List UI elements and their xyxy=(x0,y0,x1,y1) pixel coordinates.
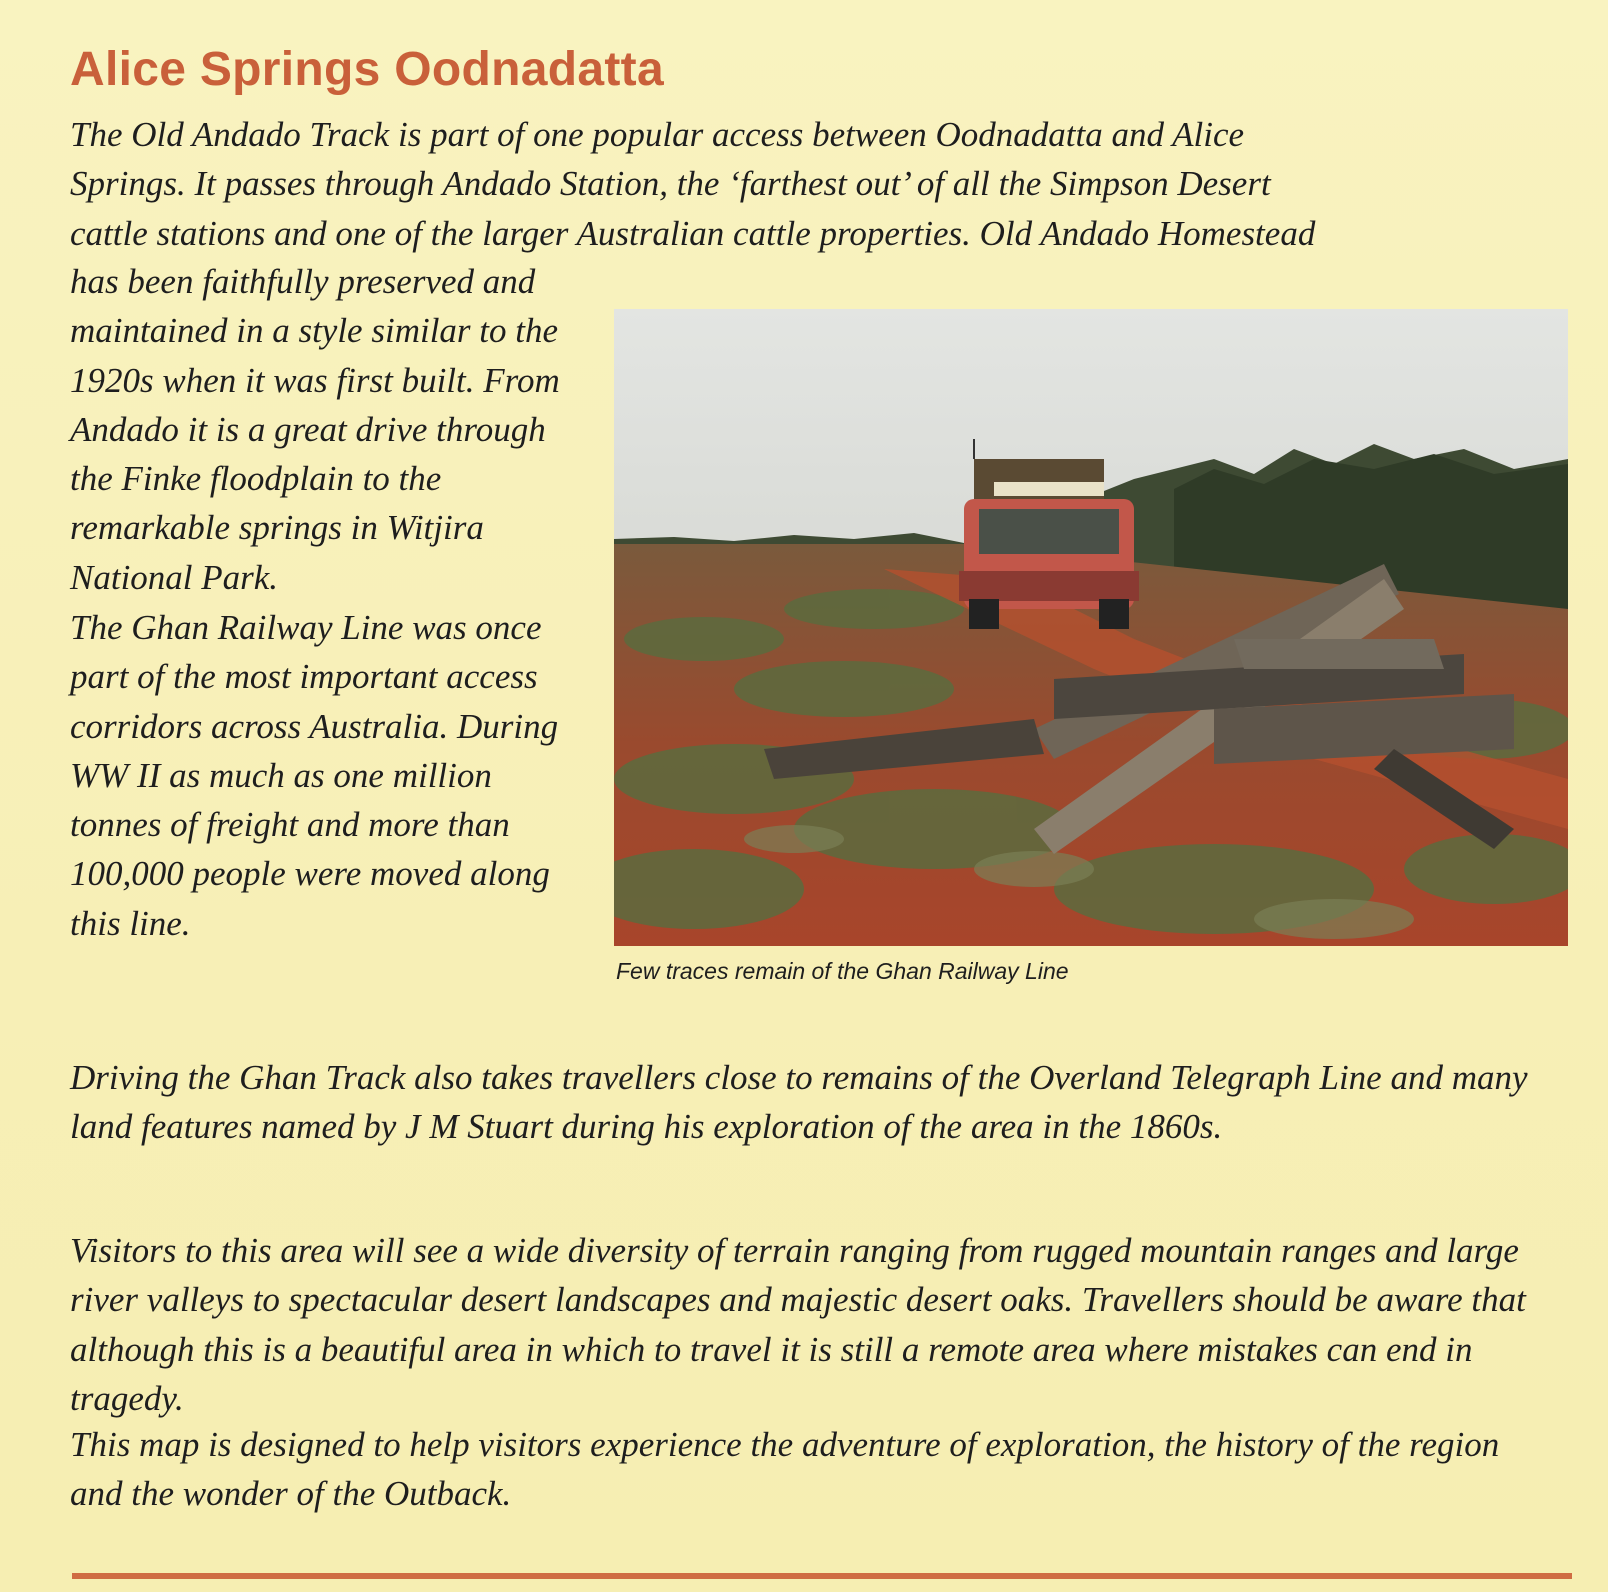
intro-paragraph-continuation: has been faithfully preserved and maintained in a style similar to the 1920s when it was first built. From Andado it is a great drive through the Finke floodplain to the remarkable springs in Witjira National Park. xyxy=(70,262,560,597)
intro-line-1: The Old Andado Track is part of one popular access between Oodnadatta and Alice xyxy=(70,115,1245,154)
overland-telegraph-paragraph: Driving the Ghan Track also takes travellers close to remains of the Overland Telegraph Line and many land features named by J M Stuart during his exploration of the area in the 1860s. xyxy=(70,1058,1528,1147)
photo-caption: Few traces remain of the Ghan Railway Line xyxy=(616,958,1069,984)
ghan-railway-photo xyxy=(614,309,1568,946)
photo-illustration xyxy=(614,309,1568,946)
ghan-railway-paragraph: The Ghan Railway Line was once part of the most important access corridors across Australia. During WW II as much as one million tonnes of freight and more than 100,000 people were moved along this line. xyxy=(70,608,559,943)
intro-paragraph-top xyxy=(70,110,1560,258)
terrain-paragraph: Visitors to this area will see a wide diversity of terrain ranging from rugged mountain ranges and large river valleys to spectacular desert landscapes and majestic desert oaks. Travellers should be aware that although this is a beautiful area in which to travel it is still a remote area where mistakes can end in tragedy. xyxy=(70,1231,1526,1418)
map-purpose-paragraph: This map is designed to help visitors experience the adventure of exploration, the history of the region and the wonder of the Outback. xyxy=(70,1425,1500,1514)
intro-line-3: cattle stations and one of the larger Australian cattle properties. Old Andado Homestead xyxy=(70,213,1316,253)
page-title: Alice Springs Oodnadatta xyxy=(70,43,664,96)
intro-line-2: Springs. It passes through Andado Station, the ‘farthest out’ of all the Simpson Desert xyxy=(70,164,1271,204)
bottom-rule xyxy=(72,1573,1572,1579)
